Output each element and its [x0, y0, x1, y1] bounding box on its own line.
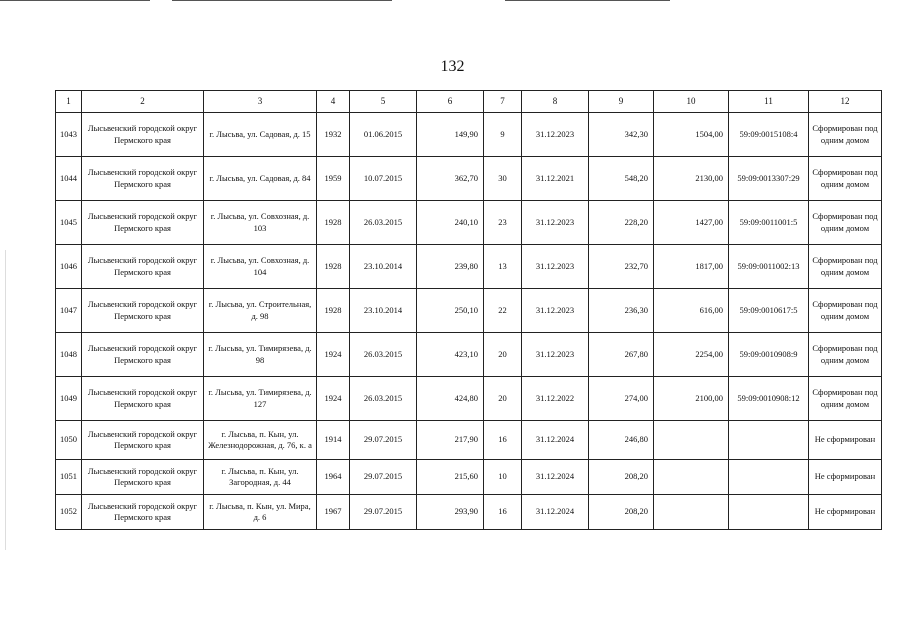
cell-row-number: 1052 [56, 495, 82, 530]
cell-date: 01.06.2015 [350, 113, 417, 157]
cell-address: г. Лысьва, ул. Совхозная, д. 104 [204, 245, 317, 289]
cell-address: г. Лысьва, ул. Совхозная, д. 103 [204, 201, 317, 245]
cell-deadline: 31.12.2024 [522, 495, 589, 530]
cell-residents: 23 [484, 201, 522, 245]
cell-cadastral-number [729, 421, 809, 460]
cell-cadastral-number: 59:09:0011001:5 [729, 201, 809, 245]
cell-owner: Лысьвенский городской округ Пермского края [82, 113, 204, 157]
cell-date: 29.07.2015 [350, 460, 417, 495]
cell-row-number: 1051 [56, 460, 82, 495]
cell-living-area: 232,70 [589, 245, 654, 289]
cell-deadline: 31.12.2023 [522, 289, 589, 333]
cell-cadastral-number: 59:09:0013307:29 [729, 157, 809, 201]
cell-row-number: 1050 [56, 421, 82, 460]
cell-living-area: 236,30 [589, 289, 654, 333]
cell-deadline: 31.12.2024 [522, 460, 589, 495]
header-cell-9: 9 [589, 91, 654, 113]
header-cell-1: 1 [56, 91, 82, 113]
cell-cadastral-number: 59:09:0010908:12 [729, 377, 809, 421]
cell-year-built: 1928 [317, 201, 350, 245]
cell-area: 149,90 [417, 113, 484, 157]
top-rule-middle [172, 0, 392, 1]
cell-cadastral-number [729, 495, 809, 530]
cell-owner: Лысьвенский городской округ Пермского края [82, 460, 204, 495]
cell-row-number: 1043 [56, 113, 82, 157]
cell-land-status: Сформирован под одним домом [809, 377, 882, 421]
cell-row-number: 1048 [56, 333, 82, 377]
cell-date: 26.03.2015 [350, 333, 417, 377]
cell-date: 23.10.2014 [350, 245, 417, 289]
cell-area: 423,10 [417, 333, 484, 377]
cell-address: г. Лысьва, п. Кын, ул. Мира, д. 6 [204, 495, 317, 530]
cell-address: г. Лысьва, ул. Садовая, д. 84 [204, 157, 317, 201]
table-row [56, 113, 882, 157]
cell-land-status: Не сформирован [809, 460, 882, 495]
top-rule-left [0, 0, 150, 1]
cell-year-built: 1924 [317, 333, 350, 377]
cell-date: 29.07.2015 [350, 495, 417, 530]
cell-land-area: 2254,00 [654, 333, 729, 377]
cell-land-area: 2100,00 [654, 377, 729, 421]
cell-residents: 9 [484, 113, 522, 157]
cell-year-built: 1914 [317, 421, 350, 460]
table-row [56, 377, 882, 421]
cell-deadline: 31.12.2021 [522, 157, 589, 201]
cell-land-area: 1427,00 [654, 201, 729, 245]
cell-date: 23.10.2014 [350, 289, 417, 333]
cell-area: 239,80 [417, 245, 484, 289]
cell-area: 362,70 [417, 157, 484, 201]
header-cell-6: 6 [417, 91, 484, 113]
table-row [56, 201, 882, 245]
cell-owner: Лысьвенский городской округ Пермского края [82, 333, 204, 377]
cell-land-status: Не сформирован [809, 421, 882, 460]
cell-living-area: 208,20 [589, 495, 654, 530]
cell-address: г. Лысьва, п. Кын, ул. Железнодорожная, д. 76, к. а [204, 421, 317, 460]
cell-residents: 20 [484, 377, 522, 421]
cell-living-area: 228,20 [589, 201, 654, 245]
cell-year-built: 1959 [317, 157, 350, 201]
cell-land-status: Сформирован под одним домом [809, 333, 882, 377]
cell-cadastral-number [729, 460, 809, 495]
cell-year-built: 1932 [317, 113, 350, 157]
cell-cadastral-number: 59:09:0015108:4 [729, 113, 809, 157]
cell-area: 217,90 [417, 421, 484, 460]
cell-land-area: 1817,00 [654, 245, 729, 289]
cell-residents: 20 [484, 333, 522, 377]
header-cell-8: 8 [522, 91, 589, 113]
cell-living-area: 208,20 [589, 460, 654, 495]
cell-address: г. Лысьва, ул. Тимирязева, д. 127 [204, 377, 317, 421]
table-header-row [56, 91, 882, 113]
cell-deadline: 31.12.2022 [522, 377, 589, 421]
table-row [56, 157, 882, 201]
cell-row-number: 1046 [56, 245, 82, 289]
cell-owner: Лысьвенский городской округ Пермского края [82, 377, 204, 421]
cell-land-area: 616,00 [654, 289, 729, 333]
cell-owner: Лысьвенский городской округ Пермского края [82, 289, 204, 333]
page-number: 132 [440, 58, 465, 75]
table-row [56, 245, 882, 289]
cell-area: 250,10 [417, 289, 484, 333]
cell-living-area: 246,80 [589, 421, 654, 460]
cell-cadastral-number: 59:09:0011002:13 [729, 245, 809, 289]
cell-address: г. Лысьва, ул. Садовая, д. 15 [204, 113, 317, 157]
header-cell-3: 3 [204, 91, 317, 113]
cell-year-built: 1964 [317, 460, 350, 495]
table-row [56, 333, 882, 377]
cell-owner: Лысьвенский городской округ Пермского края [82, 421, 204, 460]
cell-cadastral-number: 59:09:0010617:5 [729, 289, 809, 333]
cell-land-status: Сформирован под одним домом [809, 113, 882, 157]
cell-row-number: 1044 [56, 157, 82, 201]
cell-area: 215,60 [417, 460, 484, 495]
cell-area: 240,10 [417, 201, 484, 245]
cell-deadline: 31.12.2023 [522, 113, 589, 157]
cell-year-built: 1928 [317, 245, 350, 289]
cell-residents: 22 [484, 289, 522, 333]
cell-address: г. Лысьва, ул. Тимирязева, д. 98 [204, 333, 317, 377]
cell-address: г. Лысьва, ул. Строительная, д. 98 [204, 289, 317, 333]
header-cell-10: 10 [654, 91, 729, 113]
cell-area: 293,90 [417, 495, 484, 530]
cell-land-status: Не сформирован [809, 495, 882, 530]
cell-date: 29.07.2015 [350, 421, 417, 460]
header-cell-11: 11 [729, 91, 809, 113]
cell-owner: Лысьвенский городской округ Пермского края [82, 495, 204, 530]
cell-living-area: 342,30 [589, 113, 654, 157]
cell-land-status: Сформирован под одним домом [809, 245, 882, 289]
cell-date: 26.03.2015 [350, 201, 417, 245]
cell-owner: Лысьвенский городской округ Пермского края [82, 201, 204, 245]
header-cell-12: 12 [809, 91, 882, 113]
cell-residents: 16 [484, 421, 522, 460]
cell-address: г. Лысьва, п. Кын, ул. Загородная, д. 44 [204, 460, 317, 495]
cell-land-area [654, 460, 729, 495]
top-rule-right [505, 0, 670, 1]
scan-edge-mark [5, 250, 6, 550]
cell-residents: 30 [484, 157, 522, 201]
table-row [56, 495, 882, 530]
cell-row-number: 1047 [56, 289, 82, 333]
table-row [56, 421, 882, 460]
table-row [56, 289, 882, 333]
cell-residents: 10 [484, 460, 522, 495]
cell-owner: Лысьвенский городской округ Пермского края [82, 245, 204, 289]
cell-year-built: 1928 [317, 289, 350, 333]
cell-year-built: 1924 [317, 377, 350, 421]
header-cell-2: 2 [82, 91, 204, 113]
cell-owner: Лысьвенский городской округ Пермского края [82, 157, 204, 201]
cell-land-status: Сформирован под одним домом [809, 289, 882, 333]
cell-land-area [654, 421, 729, 460]
cell-deadline: 31.12.2024 [522, 421, 589, 460]
cell-deadline: 31.12.2023 [522, 333, 589, 377]
cell-deadline: 31.12.2023 [522, 201, 589, 245]
housing-table [55, 90, 882, 530]
cell-living-area: 274,00 [589, 377, 654, 421]
cell-date: 26.03.2015 [350, 377, 417, 421]
cell-living-area: 267,80 [589, 333, 654, 377]
cell-living-area: 548,20 [589, 157, 654, 201]
cell-land-area: 1504,00 [654, 113, 729, 157]
cell-land-area: 2130,00 [654, 157, 729, 201]
cell-land-area [654, 495, 729, 530]
cell-deadline: 31.12.2023 [522, 245, 589, 289]
cell-area: 424,80 [417, 377, 484, 421]
cell-residents: 16 [484, 495, 522, 530]
cell-row-number: 1045 [56, 201, 82, 245]
cell-date: 10.07.2015 [350, 157, 417, 201]
cell-land-status: Сформирован под одним домом [809, 157, 882, 201]
cell-year-built: 1967 [317, 495, 350, 530]
header-cell-4: 4 [317, 91, 350, 113]
cell-residents: 13 [484, 245, 522, 289]
header-cell-7: 7 [484, 91, 522, 113]
table-row [56, 460, 882, 495]
cell-row-number: 1049 [56, 377, 82, 421]
cell-cadastral-number: 59:09:0010908:9 [729, 333, 809, 377]
cell-land-status: Сформирован под одним домом [809, 201, 882, 245]
header-cell-5: 5 [350, 91, 417, 113]
